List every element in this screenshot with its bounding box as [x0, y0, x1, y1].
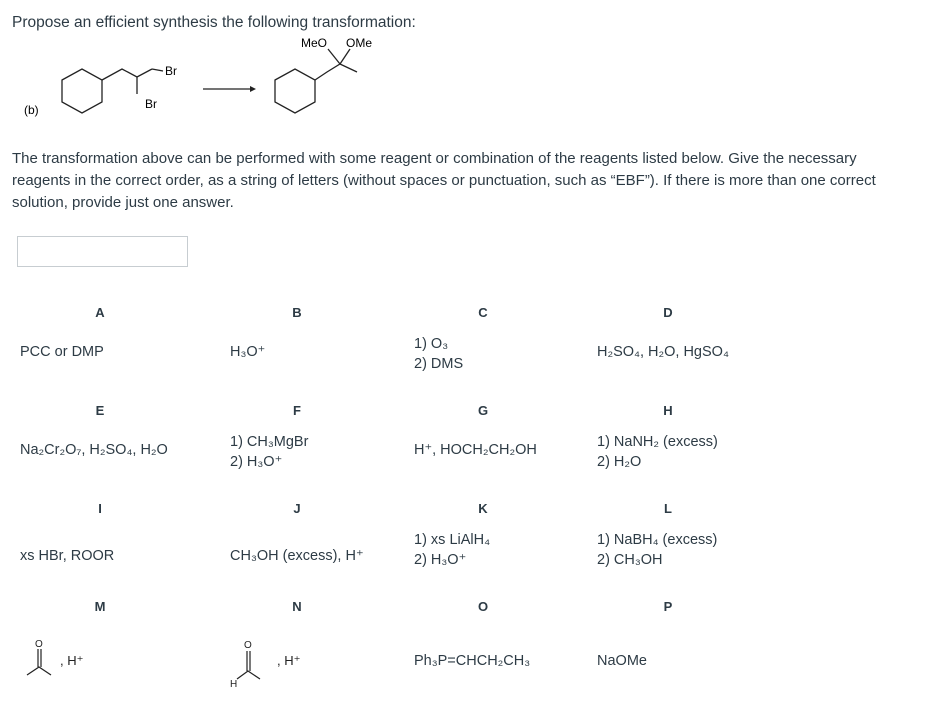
- reagent-line-1: H₂SO₄, H₂O, HgSO₄: [597, 344, 729, 360]
- reagent-text-i: [20, 546, 114, 566]
- reagent-line-2: 2) H₃O⁺: [414, 552, 467, 568]
- reagent-letter-d: D: [663, 305, 673, 320]
- scheme-label: (b): [24, 103, 39, 117]
- product-ring: [275, 69, 315, 113]
- reagent-letter-a: A: [95, 305, 105, 320]
- reagent-text-c: [414, 334, 463, 374]
- svg-text:O: O: [35, 639, 43, 650]
- reagent-text-p: [597, 651, 647, 671]
- n-suffix: , H⁺: [277, 653, 301, 668]
- reagent-letter-m: M: [94, 599, 106, 614]
- reagent-line-1: H₃O⁺: [230, 344, 266, 360]
- reactant-br-top: Br: [165, 64, 177, 78]
- reaction-scheme: [0, 30, 420, 140]
- reagent-line-1: 1) xs LiAlH₄: [414, 532, 491, 548]
- product-chain: [315, 64, 357, 80]
- reagent-line-1: H⁺, HOCH₂CH₂OH: [414, 442, 537, 458]
- reagent-letter-g: G: [477, 403, 489, 418]
- n-h: H: [230, 679, 238, 690]
- reagent-line-2: 2) CH₃OH: [597, 552, 663, 568]
- reagent-line-1: 1) NaNH₂ (excess): [597, 434, 718, 450]
- reactant-ring: [62, 69, 102, 113]
- product-ome: OMe: [346, 36, 373, 50]
- reagent-letter-k: K: [478, 501, 488, 516]
- reagent-text-l: [597, 530, 717, 570]
- reagent-text-o: [414, 651, 530, 671]
- structure-m: [25, 635, 105, 685]
- reagent-letter-h: H: [663, 403, 673, 418]
- m-suffix: , H⁺: [60, 653, 84, 668]
- reagent-letter-b: B: [292, 305, 302, 320]
- instructions-text: The transformation above can be performed with some reagent or combination of the reagents listed below. Give the necessary reagents in the correct order, as a string of letters (without spaces or punctuation, such as “EBF”). If there is more than one correct solution, provide just one answer.: [12, 150, 876, 211]
- reagent-text-h: [597, 432, 718, 472]
- reagent-letter-n: N: [292, 599, 302, 614]
- reagent-line-1: Ph₃P=CHCH₂CH₃: [414, 653, 531, 669]
- reagent-text-j: [230, 546, 364, 566]
- reagent-line-1: CH₃OH (excess), H⁺: [230, 548, 364, 564]
- reactant-chain: [102, 69, 152, 80]
- structure-n: [225, 635, 325, 691]
- answer-input[interactable]: [17, 236, 188, 267]
- reagent-line-1: 1) CH₃MgBr: [230, 434, 309, 450]
- reagent-text-b: [230, 342, 265, 362]
- svg-text:O: O: [244, 640, 252, 651]
- reagent-letter-f: F: [293, 403, 301, 418]
- reagent-letter-o: O: [477, 599, 489, 614]
- reagent-line-1: NaOMe: [597, 653, 647, 669]
- reagent-text-a: [20, 342, 104, 362]
- reagent-letter-i: I: [98, 501, 102, 516]
- reagent-text-e: [20, 440, 168, 460]
- reagent-line-1: Na₂Cr₂O₇, H₂SO₄, H₂O: [20, 442, 168, 458]
- reagent-line-1: xs HBr, ROOR: [20, 548, 115, 564]
- reagent-text-g: [414, 440, 537, 460]
- reagent-text-f: [230, 432, 308, 472]
- product-meo: MeO: [301, 36, 328, 50]
- reagent-line-2: 2) H₃O⁺: [230, 454, 283, 470]
- reagent-letter-e: E: [95, 403, 105, 418]
- reagent-line-1: 1) NaBH₄ (excess): [597, 532, 718, 548]
- reagent-letter-c: C: [478, 305, 488, 320]
- reagent-text-d: [597, 342, 729, 362]
- reagent-text-k: [414, 530, 490, 570]
- reagent-letter-p: P: [663, 599, 673, 614]
- reagent-line-1: 1) O₃: [414, 336, 449, 352]
- reagent-letter-l: L: [664, 501, 672, 516]
- reagent-letter-j: J: [293, 501, 301, 516]
- reagent-line-1: PCC or DMP: [20, 344, 104, 360]
- reactant-br-bottom: Br: [145, 97, 157, 111]
- question-prompt: Propose an efficient synthesis the following transformation:: [12, 14, 416, 31]
- reagent-line-2: 2) H₂O: [597, 454, 642, 470]
- reagent-line-2: 2) DMS: [414, 356, 464, 372]
